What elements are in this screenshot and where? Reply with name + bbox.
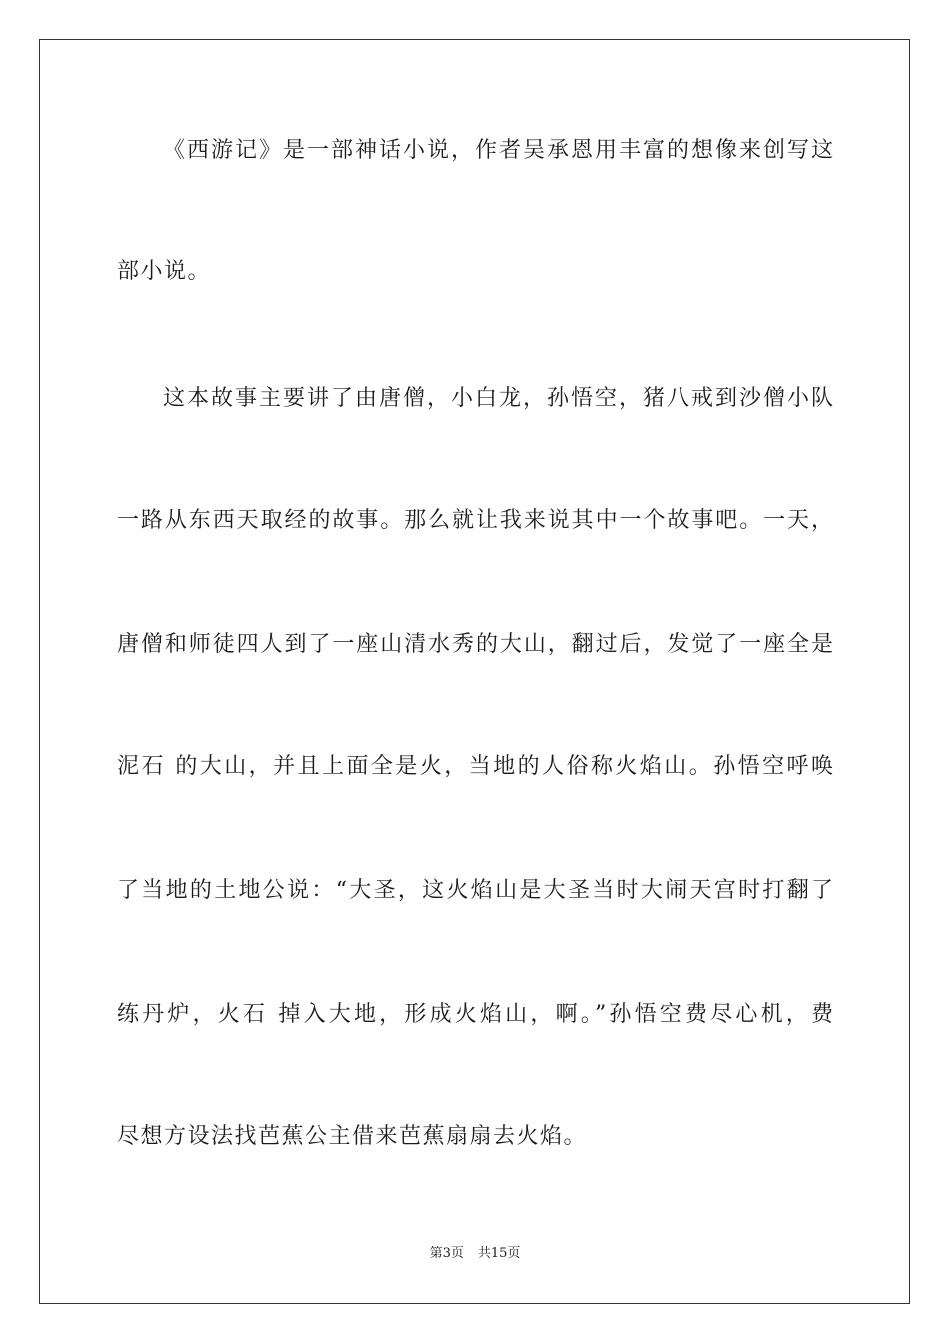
paragraph-2-line-5: 了当地的土地公说：“大圣，这火焰山是大圣当时大闹天宫时打翻了 [117, 878, 833, 903]
paragraph-2-line-7: 尽想方设法找芭蕉公主借来芭蕉扇扇去火焰。 [117, 1124, 588, 1149]
paragraph-2-line-2: 一路从东西天取经的故事。那么就让我来说其中一个故事吧。一天， [117, 508, 833, 533]
paragraph-2-line-3: 唐僧和师徒四人到了一座山清水秀的大山，翻过后，发觉了一座全是 [117, 632, 833, 657]
paragraph-1-line-2: 部小说。 [117, 259, 212, 284]
paragraph-2-line-6: 练丹炉，火石 掉入大地，形成火焰山，啊。”孙悟空费尽心机，费 [117, 1002, 833, 1027]
page-total: 共15页 [477, 1246, 521, 1261]
page-border [39, 39, 910, 1304]
page-number: 第3页 [429, 1246, 464, 1261]
paragraph-2-line-4: 泥石 的大山，并且上面全是火，当地的人俗称火焰山。孙悟空呼唤 [117, 754, 833, 779]
page-footer [0, 1245, 950, 1263]
paragraph-1-line-1: 《西游记》是一部神话小说，作者吴承恩用丰富的想像来创写这 [163, 138, 833, 163]
paragraph-2-line-1: 这本故事主要讲了由唐僧，小白龙，孙悟空，猪八戒到沙僧小队 [163, 386, 833, 411]
